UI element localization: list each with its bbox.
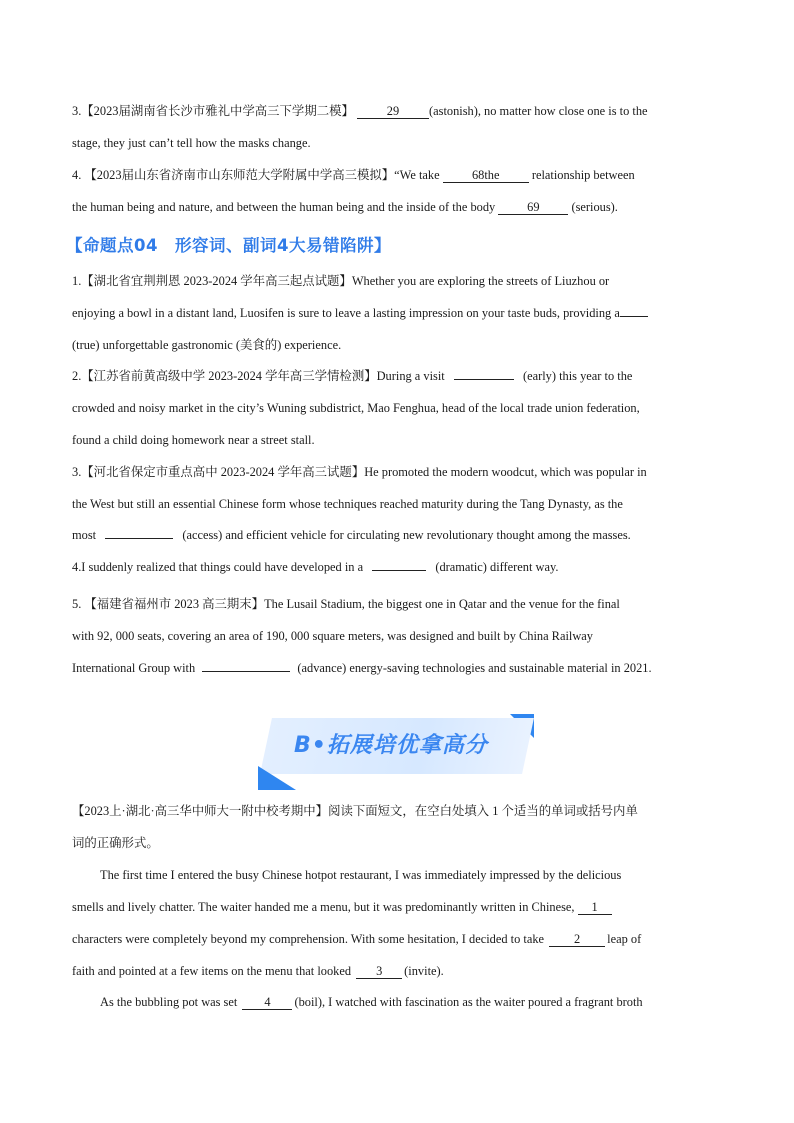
passage-line-2: smells and lively chatter. The waiter handed me a menu, but it was predominantly written in Chinese, 1 xyxy=(72,899,723,915)
answer-blank-2[interactable]: 2 xyxy=(549,932,605,947)
question-3-line-2: the West but still an essential Chinese form whose techniques reached maturity during the Tang Dynasty, as the xyxy=(72,497,623,511)
question-2-line-1: 2.【江苏省前黄高级中学 2023-2024 学年高三学情检测】During a visit (early) this year to the xyxy=(72,369,633,383)
section-banner xyxy=(258,714,534,790)
answer-blank-1[interactable]: 1 xyxy=(578,900,612,915)
passage-line-1: The first time I entered the busy Chinese hotpot restaurant, I was immediately impressed by the delicious xyxy=(100,868,622,882)
passage-line-3: characters were completely beyond my comprehension. With some hesitation, I decided to take 2 leap of xyxy=(72,932,642,946)
answer-blank[interactable] xyxy=(454,379,514,380)
passage-line-4: faith and pointed at a few items on the menu that looked 3 (invite). xyxy=(72,964,444,978)
question-3-top-line-2: stage, they just can’t tell how the masks change. xyxy=(72,136,311,150)
question-1-line-2: enjoying a bowl in a distant land, Luosifen is sure to leave a lasting impression on your taste buds, providing a xyxy=(72,305,723,321)
question-3-line-1: 3.【河北省保定市重点高中 2023-2024 学年高三试题】He promoted the modern woodcut, which was popular in xyxy=(72,465,647,479)
passage-line-5: As the bubbling pot was set 4 (boil), I watched with fascination as the waiter poured a fragrant broth xyxy=(100,995,643,1009)
answer-blank-68[interactable]: 68the xyxy=(443,168,529,183)
question-source: 【江苏省前黄高级中学 2023-2024 学年高三学情检测】 xyxy=(81,369,377,383)
passage-instruction-line-2: 词的正确形式。 xyxy=(72,836,159,850)
question-source: 【河北省保定市重点高中 2023-2024 学年高三试题】 xyxy=(81,465,365,479)
question-source: 【湖北省宜荆荆恩 2023-2024 学年高三起点试题】 xyxy=(81,274,352,288)
question-2-line-3: found a child doing homework near a street stall. xyxy=(72,433,315,447)
answer-blank[interactable] xyxy=(105,538,173,539)
answer-blank-29[interactable]: 29 xyxy=(357,104,429,119)
answer-blank[interactable] xyxy=(372,570,426,571)
question-source: 【2023届湖南省长沙市雅礼中学高三下学期二模】 xyxy=(81,104,354,118)
passage-instruction-line-1: 【2023上·湖北·高三华中师大一附中校考期中】阅读下面短文，在空白处填入 1 个适当的单词或括号内单 xyxy=(72,804,638,818)
banner-title: B•拓展培优拿高分 xyxy=(294,733,488,758)
question-4-line-1: 4.I suddenly realized that things could have developed in a (dramatic) different way. xyxy=(72,560,559,574)
question-1-line-1: 1.【湖北省宜荆荆恩 2023-2024 学年高三起点试题】Whether you are exploring the streets of Liuzhou or xyxy=(72,274,610,288)
answer-blank-4[interactable]: 4 xyxy=(242,995,292,1010)
question-4-top-line-1: 4. 【2023届山东省济南市山东师范大学附属中学高三模拟】“We take 68the relationship between xyxy=(72,168,635,182)
question-5-line-3: International Group with (advance) energy-saving technologies and sustainable material in 2021. xyxy=(72,661,652,675)
question-3-top-line-1: 3.【2023届湖南省长沙市雅礼中学高三下学期二模】 29 (astonish), no matter how close one is to the xyxy=(72,104,648,118)
question-source: 【福建省福州市 2023 高三期末】 xyxy=(84,597,265,611)
question-5-line-2: with 92, 000 seats, covering an area of 190, 000 square meters, was designed and built by China Railway xyxy=(72,629,593,643)
passage-source: 【2023上·湖北·高三华中师大一附中校考期中】 xyxy=(72,804,329,818)
question-1-line-3: (true) unforgettable gastronomic (美食的) experience. xyxy=(72,338,342,352)
question-2-line-2: crowded and noisy market in the city’s Wuning subdistrict, Mao Fenghua, head of the local trade union federation, xyxy=(72,401,640,415)
banner-corner-decoration xyxy=(258,766,296,790)
answer-blank-3[interactable]: 3 xyxy=(356,964,402,979)
answer-blank-69[interactable]: 69 xyxy=(498,200,568,215)
question-source: 【2023届山东省济南市山东师范大学附属中学高三模拟】 xyxy=(84,168,395,182)
question-5-line-1: 5. 【福建省福州市 2023 高三期末】The Lusail Stadium, the biggest one in Qatar and the venue for the final xyxy=(72,597,620,611)
question-3-line-3: most (access) and efficient vehicle for circulating new revolutionary thought among the masses. xyxy=(72,528,631,542)
question-4-top-line-2: the human being and nature, and between the human being and the inside of the body 69 (serious). xyxy=(72,200,618,214)
answer-blank[interactable] xyxy=(620,316,648,317)
answer-blank[interactable] xyxy=(202,671,290,672)
section-heading: 【命题点04 形容词、副词4大易错陷阱】 xyxy=(66,236,391,255)
